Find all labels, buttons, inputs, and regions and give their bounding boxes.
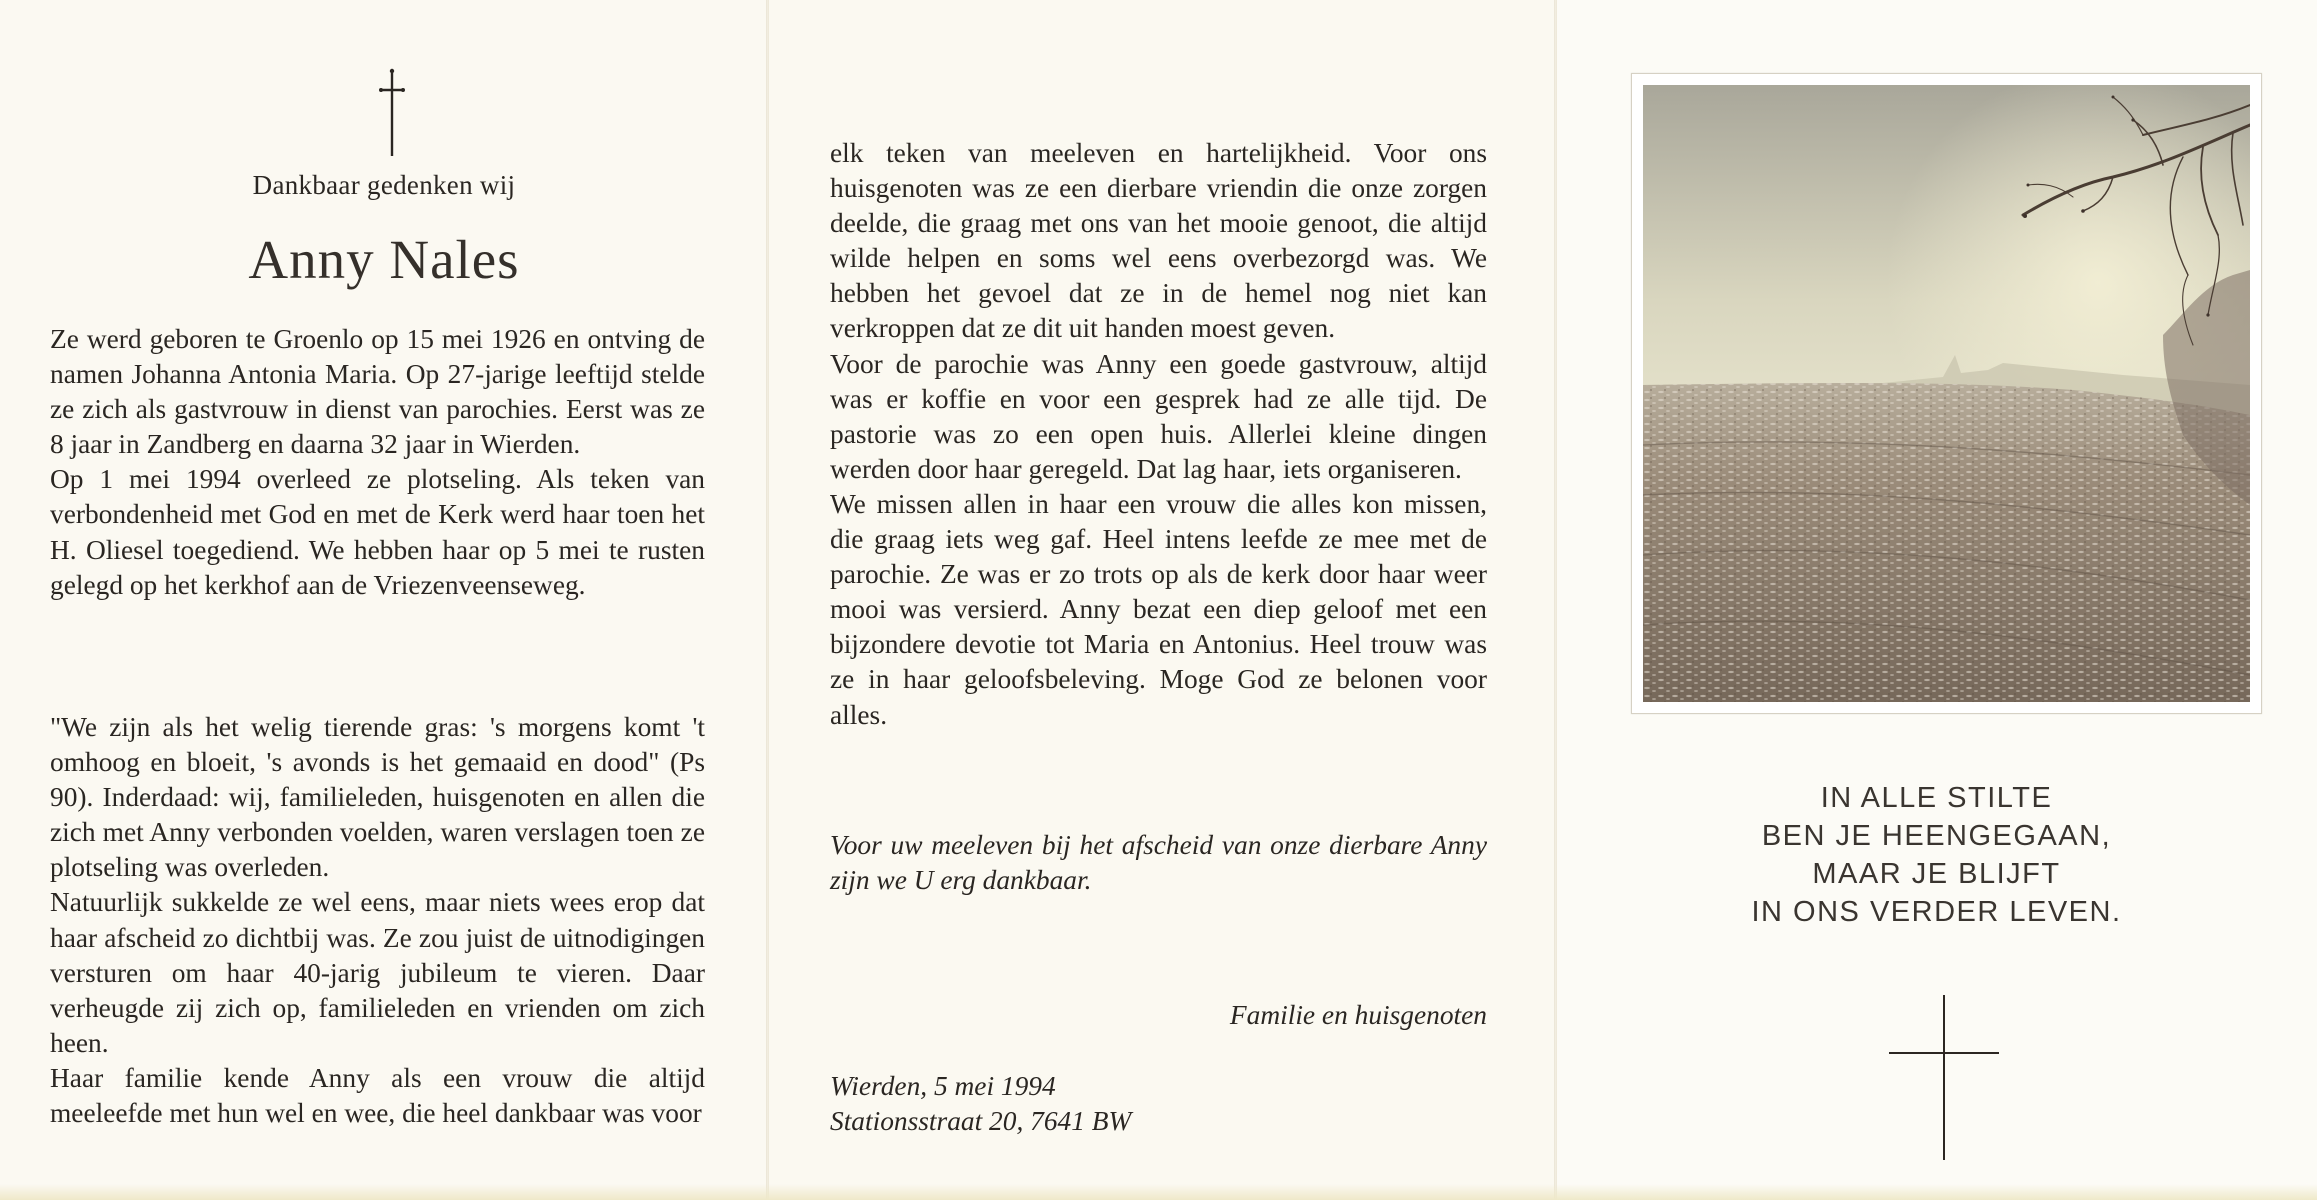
paper-edge (0, 1184, 2317, 1200)
date-line: Wierden, 5 mei 1994 (830, 1071, 1056, 1101)
poem-line: IN ALLE STILTE (1820, 782, 2053, 814)
poem (1556, 779, 2317, 931)
winter-field-photo (1643, 85, 2250, 702)
address-line: Stationsstraat 20, 7641 BW (830, 1106, 1132, 1136)
paragraph: We missen allen in haar een vrouw die alles kon missen, die graag iets weg gaf. Heel intens leefde ze mee met de parochie. Ze was er zo trots op als de kerk door haar weer mooi was versierd. Anny bezat een diep geloof met een bijzondere devotie tot Maria en Antonius. Heel trouw was ze in haar geloofsbeleving. Moge God ze belonen voor alles. (830, 488, 1487, 730)
thanks-note: Voor uw meeleven bij het afscheid van onze dierbare Anny zijn we U erg dankbaar. (830, 830, 1487, 896)
cross-icon (372, 68, 412, 158)
paragraph: Natuurlijk sukkelde ze wel eens, maar niets wees erop dat haar afscheid zo dichtbij was. Ze zou juist de uitnodigingen versturen om haar 40-jarig jubileum te vieren. Daar verheugde zij zich op, familieleden en vrienden om zich heen. (50, 887, 705, 1058)
place-date (830, 1069, 1131, 1139)
intro-line: Dankbaar gedenken wij (252, 170, 516, 200)
biography-text (50, 322, 705, 603)
fold-line (1554, 0, 1557, 1200)
poem-line: BEN JE HEENGEGAAN, (1761, 820, 2112, 852)
paragraph: Op 1 mei 1994 overleed ze plotseling. Als teken van verbondenheid met God en met de Kerk werd haar toen het H. Oliesel toegediend. We hebben haar op 5 mei te rusten gelegd op het kerkhof aan de Vriezenveenseweg. (50, 464, 705, 600)
reflection-text (50, 710, 705, 1131)
poem-line: MAAR JE BLIJFT (1812, 858, 2061, 890)
paragraph: Ze werd geboren te Groenlo op 15 mei 1926 en ontving de namen Johanna Antonia Maria. Op 27-jarige leeftijd stelde ze zich als gastvrouw in dienst van parochies. Eerst was ze 8 jaar in Zandberg en daarna 32 jaar in Wierden. (50, 324, 705, 460)
paragraph: Haar familie kende Anny als een vrouw die altijd meeleefde met hun wel en wee, die heel dankbaar was voor (50, 1062, 705, 1129)
signoff: Familie en huisgenoten (1229, 1000, 1487, 1030)
paragraph: "We zijn als het welig tierende gras: 's morgens komt 't omhoog en bloeit, 's avonds is het gemaaid en dood" (Ps 90). Inderdaad: wij, familieleden, huisgenoten en allen die zich met Anny verbonden voelden, waren verslagen toen ze plotseling was overleden. (50, 712, 705, 883)
deceased-name: Anny Nales (248, 229, 520, 290)
paragraph: Voor de parochie was Anny een goede gastvrouw, altijd was er koffie en voor een gesprek had ze alle tijd. De pastorie was zo een open huis. Allerlei kleine dingen werden door haar geregeld. Dat lag haar, iets organiseren. (830, 348, 1487, 484)
poem-line: IN ONS VERDER LEVEN. (1751, 896, 2122, 928)
paragraph: elk teken van meeleven en hartelijkheid. Voor ons huisgenoten was ze een dierbare vriendin die onze zorgen deelde, die graag met ons van het mooie genoot, die altijd wilde helpen en soms wel eens overbezorgd was. We hebben het gevoel dat ze in de hemel nog niet kan verkroppen dat ze dit uit handen moest geven. (830, 138, 1487, 344)
cross-icon (1889, 995, 1999, 1160)
memorial-text (830, 136, 1487, 733)
photo-frame (1631, 73, 2262, 714)
